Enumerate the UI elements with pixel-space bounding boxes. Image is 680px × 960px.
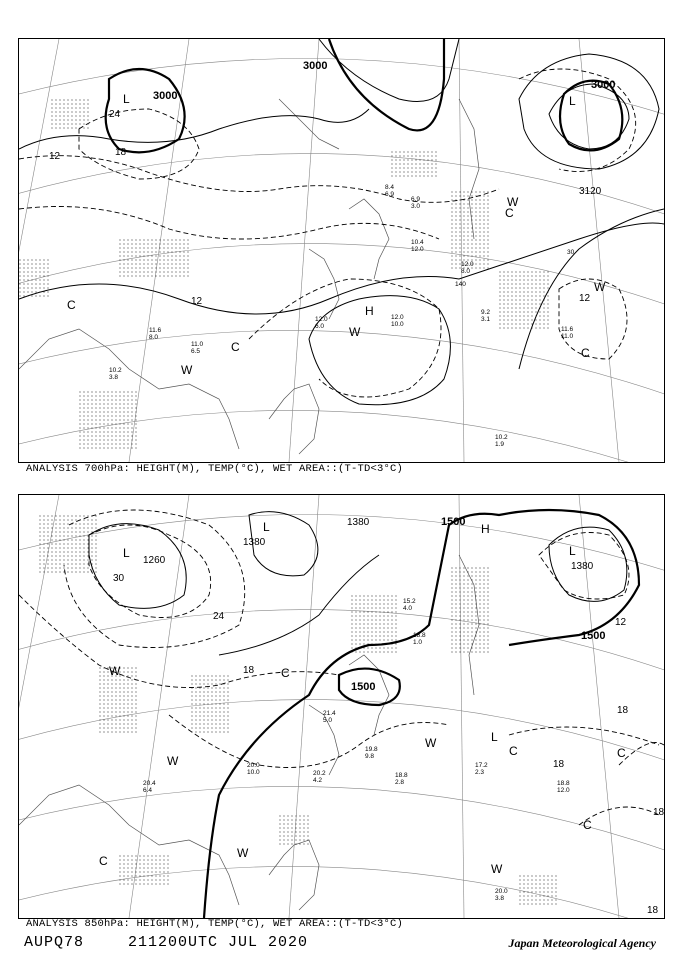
- low-pressure-marker: L: [491, 730, 498, 744]
- caption-850hpa: ANALYSIS 850hPa: HEIGHT(M), TEMP(°C), WET AREA::(T-TD<3°C): [26, 918, 404, 930]
- temp-label: 12: [191, 296, 203, 307]
- temp-label: 18: [243, 665, 255, 676]
- temp-label: 18: [553, 759, 565, 770]
- height-labels-700: [153, 60, 615, 197]
- low-pressure-marker: L: [263, 520, 270, 534]
- temp-label: 18: [647, 905, 659, 916]
- warm-marker: W: [594, 280, 606, 294]
- warm-marker: W: [507, 195, 519, 209]
- cold-marker: C: [583, 818, 592, 832]
- height-label: 1380: [347, 517, 370, 528]
- temp-label: 30: [113, 573, 125, 584]
- station-value: 15.2 4.0: [403, 598, 416, 612]
- station-value: 10.2 1.9: [495, 434, 508, 448]
- low-pressure-marker: L: [123, 546, 130, 560]
- cold-marker: C: [505, 206, 514, 220]
- height-label: 3000: [591, 79, 616, 91]
- agency-credit: Japan Meteorological Agency: [508, 936, 656, 950]
- station-value: 19.8 9.8: [365, 746, 378, 760]
- station-value: 11.0 6.5: [191, 341, 204, 355]
- height-label: 1380: [571, 561, 594, 572]
- longitude-label: 140: [455, 281, 466, 288]
- warm-marker: W: [491, 862, 503, 876]
- warm-marker: W: [109, 664, 121, 678]
- system-letters-700: [67, 92, 606, 377]
- station-value: 12.0 10.0: [391, 314, 404, 328]
- cold-marker: C: [617, 746, 626, 760]
- warm-marker: W: [349, 325, 361, 339]
- cold-marker: C: [281, 666, 290, 680]
- height-label: 1380: [243, 537, 266, 548]
- temp-label: 18: [617, 705, 629, 716]
- major-contour-3000m: [106, 39, 623, 152]
- high-pressure-marker: H: [365, 304, 374, 318]
- station-value: 20.2 4.2: [313, 770, 326, 784]
- station-value: 9.2 3.1: [481, 309, 491, 323]
- cold-marker: C: [231, 340, 240, 354]
- height-label: 1260: [143, 555, 166, 566]
- temp-label: 12: [615, 617, 627, 628]
- station-value: 10.4 12.0: [411, 239, 424, 253]
- station-value: 11.6 11.0: [561, 326, 574, 340]
- station-value: 6.9 3.0: [411, 196, 421, 210]
- map-panel-850hpa: [18, 494, 665, 919]
- warm-marker: W: [237, 846, 249, 860]
- station-value: 20.4 6.4: [143, 780, 156, 794]
- station-value: 20.0 3.8: [495, 888, 508, 902]
- warm-marker: W: [167, 754, 179, 768]
- cold-marker: C: [67, 298, 76, 312]
- low-pressure-marker: L: [569, 544, 576, 558]
- station-value: 18.8 1.0: [413, 632, 426, 646]
- map-panel-700hpa: [18, 38, 665, 463]
- height-contours: [19, 39, 664, 405]
- chart-identifier: AUPQ78: [24, 934, 85, 951]
- height-label: 3000: [303, 60, 328, 72]
- temp-label: 24: [213, 611, 225, 622]
- low-pressure-marker: L: [123, 92, 130, 106]
- station-value: 10.2 3.8: [109, 367, 122, 381]
- height-label: 3120: [579, 186, 602, 197]
- temp-label: 12: [579, 293, 591, 304]
- cold-marker: C: [99, 854, 108, 868]
- cold-marker: C: [509, 744, 518, 758]
- map-850hpa-svg: [19, 495, 664, 918]
- valid-time: 211200UTC JUL 2020: [128, 934, 309, 951]
- station-value: 18.8 12.0: [557, 780, 570, 794]
- height-label: 1500: [351, 681, 376, 693]
- warm-marker: W: [181, 363, 193, 377]
- high-pressure-marker: H: [481, 522, 490, 536]
- station-value: 12.0 6.0: [315, 316, 328, 330]
- station-value: 17.2 2.3: [475, 762, 488, 776]
- height-label: 1500: [581, 630, 606, 642]
- height-label: 3000: [153, 90, 178, 102]
- map-700hpa-svg: [19, 39, 664, 462]
- station-value: 21.4 5.0: [323, 710, 336, 724]
- temp-label: 24: [109, 109, 121, 120]
- station-value: 11.6 8.0: [149, 327, 162, 341]
- height-label: 1500: [441, 516, 466, 528]
- temp-label: 18: [653, 807, 664, 818]
- caption-700hpa: ANALYSIS 700hPa: HEIGHT(M), TEMP(°C), WET AREA::(T-TD<3°C): [26, 463, 404, 475]
- station-value: 8.4 6.9: [385, 184, 395, 198]
- cold-marker: C: [581, 346, 590, 360]
- temp-label: 12: [49, 151, 61, 162]
- warm-marker: W: [425, 736, 437, 750]
- station-value: 12.0 8.0: [461, 261, 474, 275]
- latitude-label: 30: [567, 249, 575, 256]
- temp-label: 18: [115, 147, 127, 158]
- station-value: 20.0 10.0: [247, 762, 260, 776]
- low-pressure-marker: L: [569, 94, 576, 108]
- station-value: 18.8 2.8: [395, 772, 408, 786]
